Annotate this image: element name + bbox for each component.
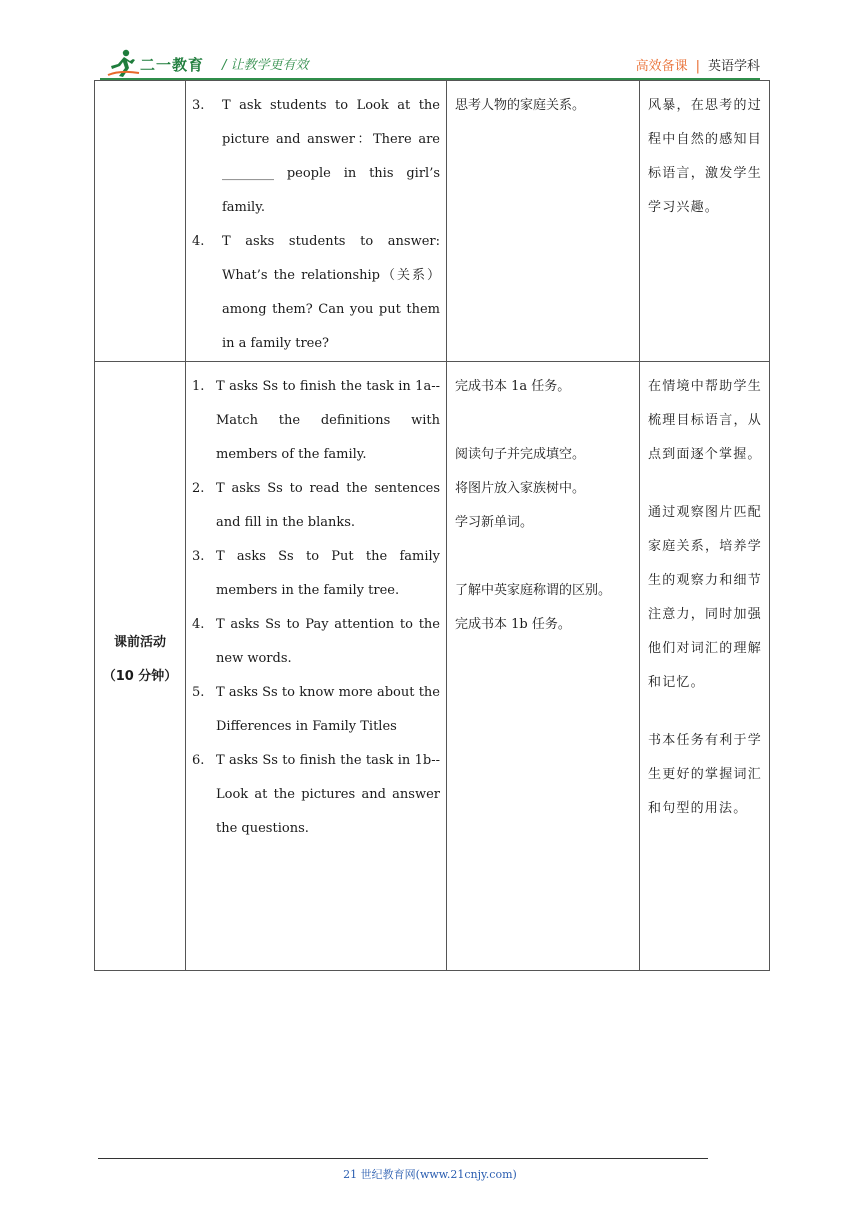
design-intent-text: 风暴，在思考的过程中自然的感知目标语言，激发学生学习兴趣。 bbox=[648, 98, 762, 215]
item-text: T asks Ss to finish the task in 1a-- Match the definitions with members of the family. bbox=[216, 379, 440, 462]
item-text: T asks students to answer: What’s the relationship（关系）among them? Can you put them in a family tree? bbox=[222, 234, 440, 351]
item-number: 1. bbox=[192, 379, 205, 394]
page-header bbox=[100, 44, 760, 80]
design-intent-cell bbox=[640, 362, 770, 971]
item-number: 5. bbox=[192, 685, 205, 700]
table-row bbox=[95, 362, 770, 971]
student-activity-line: 学习新单词。 bbox=[455, 515, 534, 530]
list-item bbox=[192, 472, 440, 540]
student-activity-cell bbox=[447, 81, 640, 362]
heading-separator: | bbox=[695, 59, 700, 74]
list-item bbox=[192, 608, 440, 676]
item-text: T asks Ss to Pay attention to the new words. bbox=[216, 617, 440, 666]
student-activity-line: 完成书本 1b 任务。 bbox=[455, 617, 571, 632]
footer-source: 21 世纪教育网(www.21cnjy.com) bbox=[343, 1168, 517, 1181]
student-activity-text: 思考人物的家庭关系。 bbox=[455, 98, 586, 113]
slogan: / 让教学更有效 bbox=[222, 58, 309, 73]
heading-efficient-prep: 高效备课 bbox=[635, 59, 688, 74]
design-intent-paragraph: 在情境中帮助学生梳理目标语言，从点到面逐个掌握。 bbox=[648, 379, 762, 462]
student-activity-cell bbox=[447, 362, 640, 971]
student-activity-line: 阅读句子并完成填空。 bbox=[455, 447, 586, 462]
design-intent-cell bbox=[640, 81, 770, 362]
design-intent-paragraph: 书本任务有利于学生更好的掌握词汇和句型的用法。 bbox=[648, 733, 762, 816]
heading-subject: 英语学科 bbox=[707, 59, 760, 74]
stage-name: 课前活动 bbox=[113, 635, 166, 650]
student-activity-line: 完成书本 1a 任务。 bbox=[455, 379, 571, 394]
logo bbox=[106, 48, 218, 78]
table-row bbox=[95, 81, 770, 362]
item-number: 4. bbox=[192, 234, 205, 249]
stage-cell bbox=[95, 81, 186, 362]
list-item bbox=[192, 676, 440, 744]
runner-logo-icon bbox=[106, 48, 140, 78]
teacher-activity-cell bbox=[186, 362, 447, 971]
item-text: T asks Ss to read the sentences and fill in the blanks. bbox=[216, 481, 440, 530]
student-activity-line: 将图片放入家族树中。 bbox=[455, 481, 586, 496]
logo-text: 二一教育 bbox=[140, 56, 205, 74]
footer-divider bbox=[98, 1158, 708, 1159]
item-number: 4. bbox=[192, 617, 205, 632]
design-intent-paragraph: 通过观察图片匹配家庭关系，培养学生的观察力和细节注意力，同时加强他们对词汇的理解和记忆。 bbox=[648, 505, 762, 690]
student-activity-line: 了解中英家庭称谓的区别。 bbox=[455, 583, 612, 598]
subject-heading bbox=[636, 55, 760, 74]
item-text: T asks Ss to finish the task in 1b-- Look at the pictures and answer the questions. bbox=[216, 753, 440, 836]
item-number: 3. bbox=[192, 549, 205, 564]
item-number: 2. bbox=[192, 481, 205, 496]
item-text: T asks Ss to Put the family members in the family tree. bbox=[216, 549, 440, 598]
teacher-activity-cell bbox=[186, 81, 447, 362]
item-text: T ask students to Look at the picture and answer：There are ________ people in this girl’s family. bbox=[222, 98, 440, 215]
lesson-table bbox=[94, 80, 770, 971]
list-item bbox=[192, 370, 440, 472]
list-item bbox=[192, 744, 440, 846]
stage-cell bbox=[95, 362, 186, 971]
stage-duration: （10 分钟） bbox=[102, 669, 178, 684]
item-number: 3. bbox=[192, 98, 205, 113]
list-item bbox=[192, 225, 440, 361]
list-item bbox=[192, 89, 440, 225]
item-number: 6. bbox=[192, 753, 205, 768]
item-text: T asks Ss to know more about the Differences in Family Titles bbox=[216, 685, 440, 734]
list-item bbox=[192, 540, 440, 608]
